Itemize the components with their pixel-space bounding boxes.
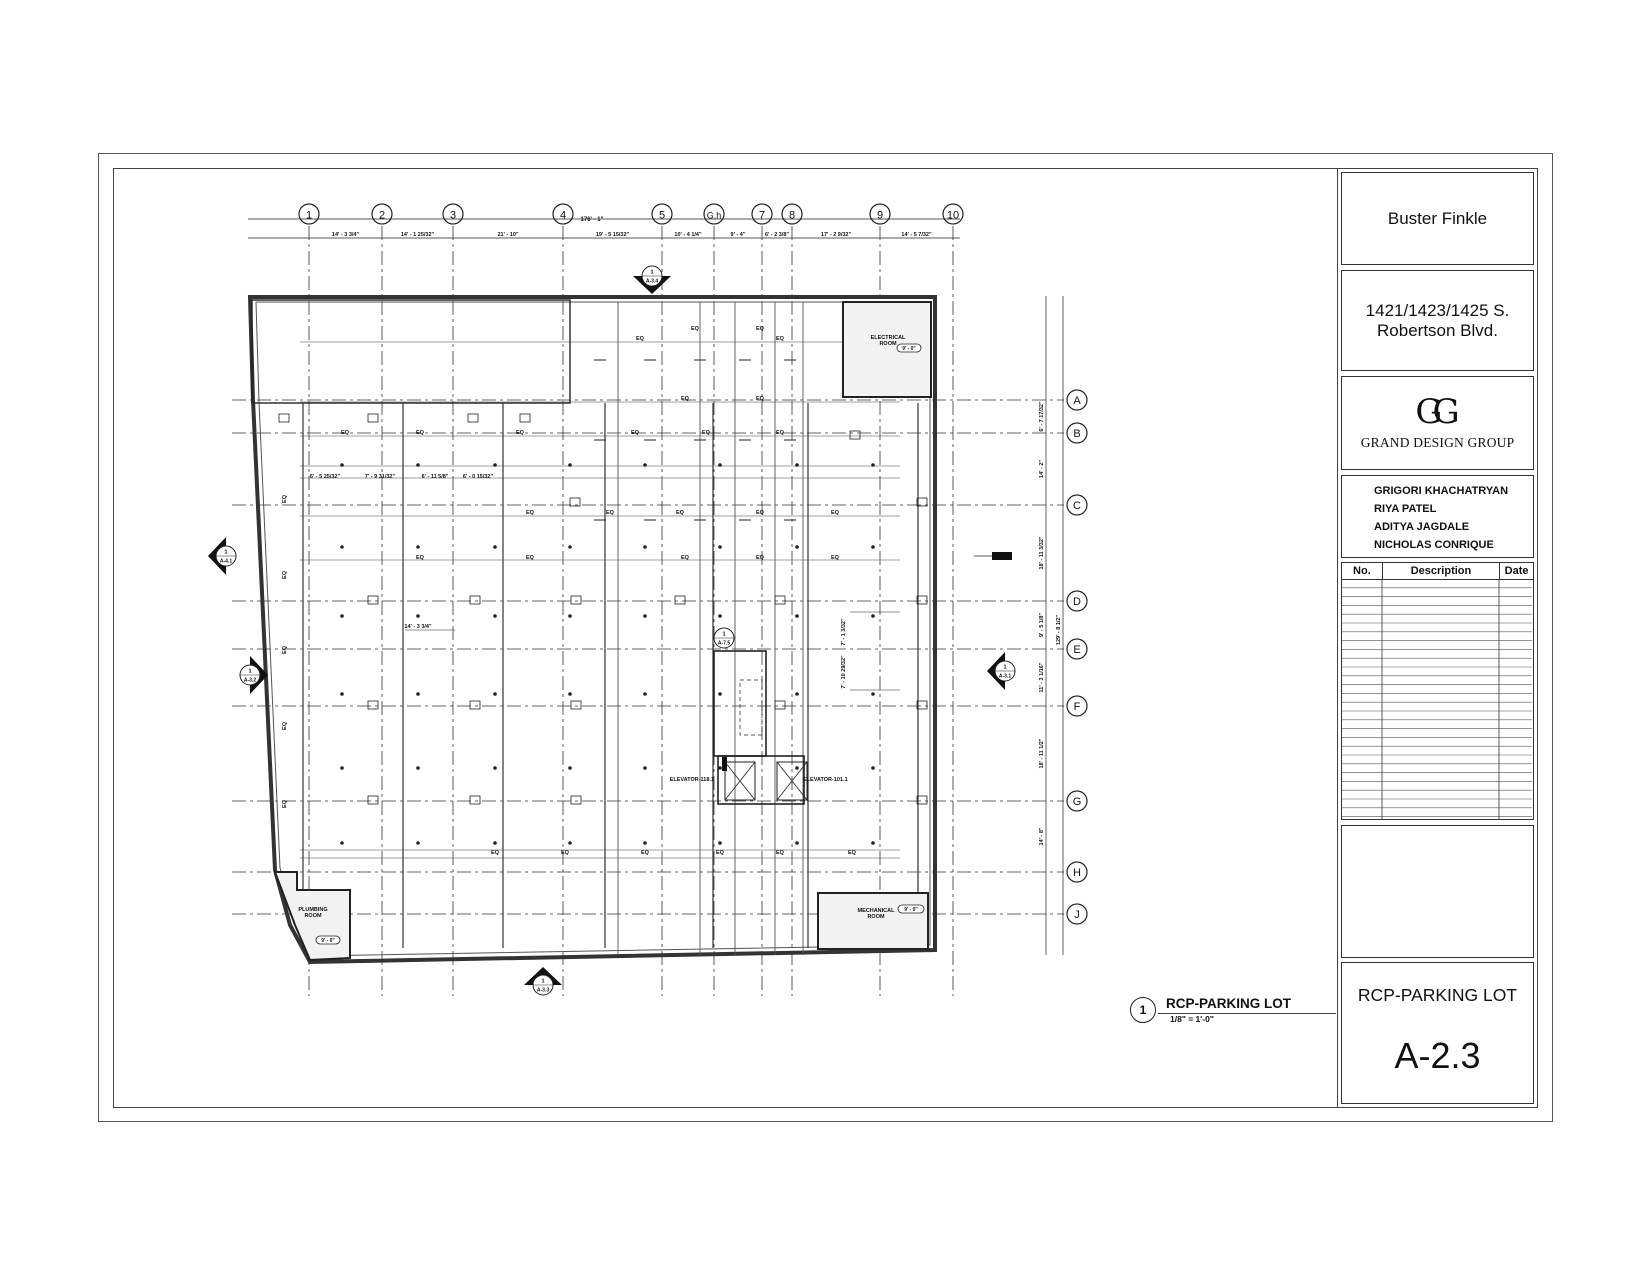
grid-bubble-label: J [1074,909,1080,921]
stair-run [740,680,762,735]
sprinkler-head [340,766,344,770]
mechanical-room-label: ROOM [867,914,885,920]
elevator-control-panel [722,757,727,771]
interior-dimension-text: 7' - 10 29/32" [841,655,847,689]
equal-dimension-label: EQ [416,555,424,561]
equal-dimension-label: EQ [606,510,614,516]
sprinkler-head [718,692,722,696]
mechanical-room [818,893,928,949]
row-dimension-text: 14' - 8" [1039,827,1045,846]
sprinkler-head [795,692,799,696]
equal-dimension-label: EQ [636,336,644,342]
sprinkler-head [718,614,722,618]
sprinkler-head [340,692,344,696]
column-dimension-text: 21' - 10" [497,232,519,238]
row-dimension-text: 14' - 2" [1039,460,1045,478]
sprinkler-head [493,841,497,845]
grid-bubble-label: G [1072,796,1082,808]
sprinkler-head [795,766,799,770]
sprinkler-head [795,841,799,845]
sprinkler-head [871,692,875,696]
equal-dimension-label: EQ [756,326,764,332]
equal-dimension-label: EQ [282,571,288,579]
grid-bubble-label: 2 [378,209,386,222]
equal-dimension-label: EQ [282,722,288,730]
team-member: RIYA PATEL [1374,503,1437,515]
sprinkler-head [643,463,647,467]
grid-bubble-label: 9 [876,209,884,222]
section-marker-number: 1 [722,631,726,638]
equal-dimension-label: EQ [641,850,649,856]
equal-dimension-label: EQ [681,555,689,561]
interior-dimension-text: 6' - 0 15/32" [462,474,494,480]
client-name-box [1341,172,1534,265]
grid-bubble-label: H [1073,867,1081,879]
view-title: RCP-PARKING LOT [1166,996,1291,1011]
equal-dimension-label: EQ [526,555,534,561]
plumbing-room-label: ROOM [304,913,322,919]
column-dimension-text: 17' - 2 9/32" [820,232,852,238]
sprinkler-head [718,545,722,549]
equal-dimension-label: EQ [561,850,569,856]
building-perimeter-wall [250,297,935,962]
sheet-number: A-2.3 [1394,1035,1481,1076]
sprinkler-head [568,841,572,845]
sprinkler-head [795,545,799,549]
sprinkler-head [568,463,572,467]
interior-dimension-text: 7' - 9 31/32" [364,474,396,480]
light-fixture [368,414,378,422]
client-name: Buster Finkle [1387,208,1488,228]
sprinkler-head [871,614,875,618]
view-scale: 1/8" = 1'-0" [1170,1014,1214,1024]
address-line-1: 1421/1423/1425 S. [1365,300,1510,320]
sprinkler-head [493,766,497,770]
interior-dimension-text: 6' - 5 25/32" [309,474,341,480]
sprinkler-head [871,766,875,770]
elevator-label: ELEVATOR-101.1 [803,777,848,783]
ceiling-height-text: 9' - 0" [904,907,918,913]
team-member: NICHOLAS CONRIQUE [1374,539,1494,551]
equal-dimension-label: EQ [526,510,534,516]
light-fixture [279,414,289,422]
grid-bubble-label: A [1073,395,1081,407]
sheet-info-box [1341,962,1534,1104]
sprinkler-head [416,463,420,467]
equal-dimension-label: EQ [756,555,764,561]
sprinkler-head [493,463,497,467]
sprinkler-head [718,841,722,845]
project-address-box [1341,270,1534,371]
team-members-box [1341,475,1534,558]
grid-bubble-label: B [1073,428,1081,440]
section-marker-sheet: A-3.3 [536,987,550,994]
section-marker-sheet: A-3.1 [998,673,1012,680]
equal-dimension-label: EQ [702,430,710,436]
firm-logo-box [1341,376,1534,470]
column-dimension-text: 14' - 3 3/4" [331,232,360,238]
sprinkler-head [416,545,420,549]
revision-table-rows [1342,579,1532,819]
revision-col-date: Date [1504,565,1529,577]
interior-dimension-text: 7' - 1 3/32" [841,618,847,646]
overall-row-dimension-text: 129' - 8 1/2" [1056,614,1062,646]
electrical-room-label: ELECTRICAL [870,335,906,341]
firm-name: GRAND DESIGN GROUP [1360,435,1515,450]
light-fixture [571,796,581,804]
equal-dimension-label: EQ [416,430,424,436]
grid-bubble-label: D [1073,596,1081,608]
revision-col-description: Description [1383,563,1500,579]
light-fixture [775,596,785,604]
sprinkler-head [340,841,344,845]
sprinkler-head [340,463,344,467]
revision-col-no: No. [1342,563,1383,579]
equal-dimension-label: EQ [631,430,639,436]
section-marker-sheet: A-3.4 [645,278,659,285]
overall-dimension-text: 176' - 1" [580,217,604,223]
equal-dimension-label: EQ [716,850,724,856]
sprinkler-head [416,766,420,770]
address-line-2: Robertson Blvd. [1377,320,1498,340]
equal-dimension-label: EQ [676,510,684,516]
equal-dimension-label: EQ [516,430,524,436]
equal-dimension-label: EQ [282,495,288,503]
grid-bubble-label: F [1073,701,1081,713]
light-fixture [571,596,581,604]
equal-dimension-label: EQ [341,430,349,436]
equal-dimension-label: EQ [491,850,499,856]
sprinkler-head [340,614,344,618]
grid-bubble-label: 4 [559,209,567,222]
sprinkler-head [416,692,420,696]
section-marker-sheet: A-7.5 [717,640,731,647]
electrical-room-label: ROOM [879,341,897,347]
reference-mark-bar [992,552,1012,560]
sprinkler-head [871,545,875,549]
equal-dimension-label: EQ [776,850,784,856]
light-fixture [520,414,530,422]
light-fixture [571,701,581,709]
revision-table-header [1342,563,1533,580]
equal-dimension-label: EQ [691,326,699,332]
team-member: ADITYA JAGDALE [1374,521,1470,533]
section-marker-sheet: A-4.1 [219,558,233,565]
revision-table [1341,562,1534,820]
grid-bubble-label: 8 [788,209,796,222]
sprinkler-head [416,841,420,845]
column-dimension-text: 19' - 5 15/32" [595,232,630,238]
grid-bubble-label: C [1073,500,1081,512]
equal-dimension-label: EQ [776,336,784,342]
interior-dimension-text: 6' - 11 5/8" [421,474,449,480]
sprinkler-head [643,841,647,845]
titleblock-divider [1337,168,1338,1108]
sprinkler-head [718,463,722,467]
sprinkler-head [643,614,647,618]
sprinkler-head [568,692,572,696]
grid-bubble-label: 5 [658,209,666,222]
column-dimension-text: 14' - 1 25/32" [400,232,435,238]
equal-dimension-label: EQ [756,396,764,402]
view-number-bubble: 1 [1130,997,1156,1023]
equal-dimension-label: EQ [282,800,288,808]
section-marker-number: 1 [541,978,545,985]
plumbing-room-label: PLUMBING [298,907,328,913]
sprinkler-head [340,545,344,549]
light-fixture [850,431,860,439]
light-fixture [470,796,480,804]
sprinkler-head [568,545,572,549]
interior-dimension-text: 14' - 3 3/4" [404,624,432,630]
section-marker-sheet: A-3.2 [243,677,257,684]
mechanical-room-label: MECHANICAL [857,908,895,914]
row-dimension-text: 18' - 11 3/32" [1039,536,1045,570]
section-marker-number: 1 [224,549,228,556]
sprinkler-head [643,545,647,549]
top-left-ceiling-area [252,300,570,403]
light-fixture [775,701,785,709]
light-fixture [368,596,378,604]
grid-bubble-label: 10 [946,209,960,222]
grid-bubble-label: E [1073,644,1081,656]
grid-bubble-label: 1 [305,209,313,222]
sprinkler-head [643,766,647,770]
section-marker-number: 1 [1003,664,1007,671]
equal-dimension-label: EQ [776,430,784,436]
equal-dimension-label: EQ [756,510,764,516]
sprinkler-head [568,766,572,770]
grid-bubble-label: G.h [706,210,722,221]
sprinkler-head [568,614,572,618]
section-marker-number: 1 [248,668,252,675]
column-dimension-text: 6' - 2 3/8" [764,232,790,238]
equal-dimension-label: EQ [681,396,689,402]
sprinkler-head [871,463,875,467]
team-member: GRIGORI KHACHATRYAN [1374,485,1509,497]
sprinkler-head [416,614,420,618]
equal-dimension-label: EQ [282,646,288,654]
sheet-title: RCP-PARKING LOT [1357,985,1518,1005]
light-fixture [468,414,478,422]
ceiling-height-text: 9' - 0" [902,346,916,352]
sprinkler-head [643,692,647,696]
column-dimension-text: 9' - 4" [730,232,746,238]
light-fixture [470,596,480,604]
sprinkler-head [871,841,875,845]
stamp-box [1341,825,1534,958]
sprinkler-head [493,545,497,549]
grid-bubble-label: 7 [758,209,766,222]
ceiling-height-text: 9' - 0" [321,938,335,944]
light-fixture [368,701,378,709]
column-dimension-text: 10' - 4 1/4" [674,232,702,238]
row-dimension-text: 11' - 3 1/16" [1039,662,1045,693]
column-dimension-text: 14' - 5 7/32" [901,232,932,238]
sprinkler-head [795,614,799,618]
row-dimension-text: 6' - 7 17/32" [1039,401,1045,432]
sprinkler-head [795,463,799,467]
light-fixture [368,796,378,804]
sprinkler-head [493,614,497,618]
section-marker-number: 1 [650,269,654,276]
elevator-label: ELEVATOR-118.1 [669,777,714,783]
equal-dimension-label: EQ [831,510,839,516]
stair-core [714,651,766,756]
light-fixture [470,701,480,709]
row-dimension-text: 9' - 5 1/8" [1039,612,1045,638]
equal-dimension-label: EQ [848,850,856,856]
row-dimension-text: 18' - 11 1/2" [1039,738,1045,769]
grid-bubble-label: 3 [449,209,457,222]
sprinkler-head [493,692,497,696]
light-fixture [675,596,685,604]
equal-dimension-label: EQ [831,555,839,561]
firm-logo-mark: GG [1415,392,1450,432]
